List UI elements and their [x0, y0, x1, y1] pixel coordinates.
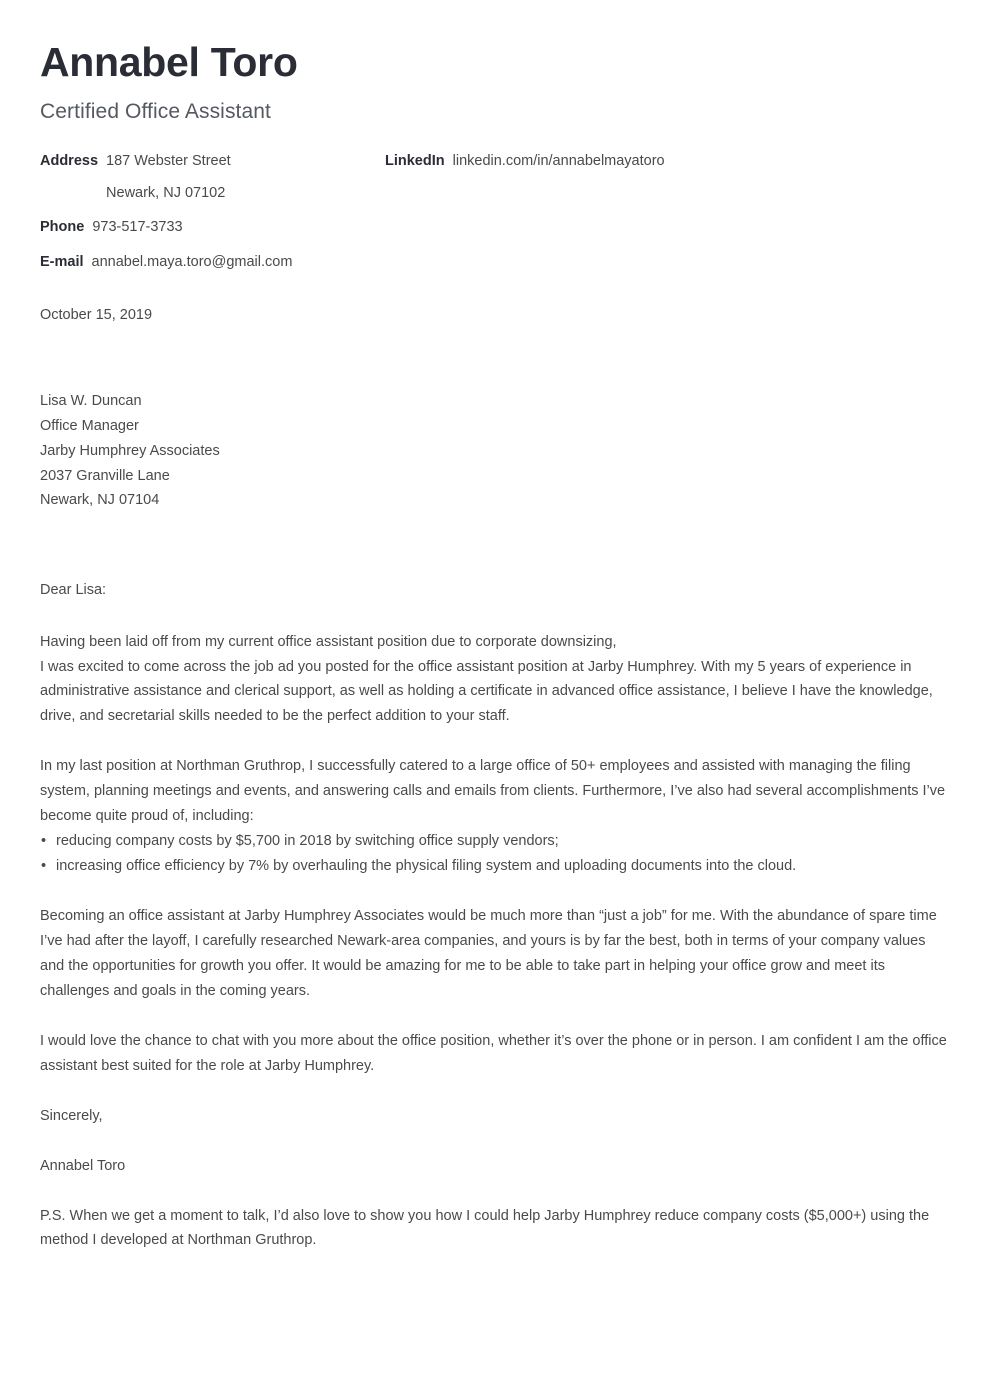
contact-row-email — [40, 251, 385, 273]
body-paragraph-1 — [40, 630, 950, 730]
contact-column-left — [40, 150, 385, 273]
recipient-block — [40, 389, 950, 514]
contact-column-right — [385, 150, 950, 172]
signature-name: Annabel Toro — [40, 1157, 126, 1174]
page-title: Annabel Toro — [40, 39, 298, 85]
recipient-company: Jarby Humphrey Associates — [40, 442, 220, 459]
contact-details — [40, 150, 950, 273]
paragraph-1-body: I was excited to come across the job ad you posted for the office assistant position at Jarby Humphrey. With my 5 years of experience in administrative assistance and clerical support, as well as holding a certificate in advanced office assistance, I believe I have the knowledge, drive, and secretarial skills needed to be the perfect addition to your staff. — [40, 658, 933, 725]
body-paragraph-2: In my last position at Northman Gruthrop, I successfully catered to a large office of 50+ employees and assisted with managing the filing system, planning meetings and events, and answering calls and emails from clients. Furthermore, I’ve also had several accomplishments I’ve become quite proud of, including: — [40, 758, 946, 825]
address-value — [106, 150, 231, 204]
bullet-icon: • — [41, 858, 47, 875]
phone-value[interactable]: 973-517-3733 — [92, 219, 183, 236]
linkedin-value[interactable]: linkedin.com/in/annabelmayatoro — [452, 153, 665, 170]
recipient-title: Office Manager — [40, 417, 139, 434]
paragraph-1-opening-line: Having been laid off from my current office assistant position due to corporate downsizing, — [40, 633, 617, 650]
list-item-text: reducing company costs by $5,700 in 2018 by switching office supply vendors; — [56, 833, 559, 850]
address-line-2: Newark, NJ 07102 — [106, 184, 226, 201]
list-item-text: increasing office efficiency by 7% by overhauling the physical filing system and uploading documents into the cloud. — [56, 858, 797, 875]
contact-row-linkedin — [385, 150, 950, 172]
email-label: E-mail — [40, 253, 84, 270]
list-item — [40, 854, 950, 879]
address-line-1: 187 Webster Street — [106, 153, 231, 170]
salutation: Dear Lisa: — [40, 582, 107, 599]
recipient-street: 2037 Granville Lane — [40, 467, 170, 484]
contact-row-phone — [40, 216, 385, 238]
bullet-icon: • — [41, 833, 47, 850]
linkedin-label: LinkedIn — [385, 153, 445, 170]
contact-row-address — [40, 150, 385, 204]
body-paragraph-4: I would love the chance to chat with you more about the office position, whether it’s over the phone or in person. I am confident I am the office assistant best suited for the role at Jarby Humphrey. — [40, 1032, 947, 1074]
recipient-city-state-zip: Newark, NJ 07104 — [40, 492, 160, 509]
body-paragraph-3: Becoming an office assistant at Jarby Humphrey Associates would be much more than “just a job” for me. With the abundance of spare time I’ve had after the layoff, I carefully researched Newark-area companies, and yours is by far the best, both in terms of your company values and the opportunities for growth you offer. It would be amazing for me to be able to take part in helping your office grow and meet its challenges and goals in the coming years. — [40, 908, 937, 999]
closing-salutation: Sincerely, — [40, 1107, 103, 1124]
email-value[interactable]: annabel.maya.toro@gmail.com — [91, 253, 293, 270]
job-title: Certified Office Assistant — [40, 99, 271, 123]
letter-date: October 15, 2019 — [40, 306, 153, 323]
phone-label: Phone — [40, 219, 85, 236]
address-label: Address — [40, 153, 99, 170]
recipient-name: Lisa W. Duncan — [40, 392, 142, 409]
accomplishments-list — [40, 829, 950, 879]
list-item — [40, 829, 950, 854]
postscript: P.S. When we get a moment to talk, I’d also love to show you how I could help Jarby Humphrey reduce company costs ($5,000+) using the method I developed at Northman Gruthrop. — [40, 1207, 930, 1249]
